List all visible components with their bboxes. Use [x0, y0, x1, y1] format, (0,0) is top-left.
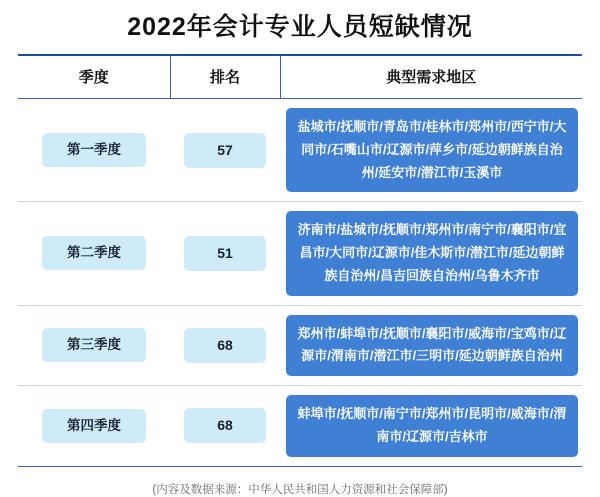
rank-badge: 51 [184, 236, 266, 271]
page-title: 2022年会计专业人员短缺情况 [127, 13, 473, 41]
rank-badge: 68 [184, 408, 266, 443]
quarter-badge: 第四季度 [42, 409, 146, 443]
rank-cell [170, 306, 280, 386]
column-header-areas: 典型需求地区 [280, 56, 582, 98]
table-header-row [18, 56, 582, 98]
rank-cell [170, 386, 280, 466]
quarter-cell [18, 99, 170, 201]
areas-text: 盐城市/抚顺市/青岛市/桂林市/郑州市/西宁市/大同市/石嘴山市/辽源市/萍乡市/延边朝鲜族自治州/延安市/潜江市/玉溪市 [286, 108, 578, 192]
table-row [18, 202, 582, 304]
table-row [18, 306, 582, 386]
rank-cell [170, 99, 280, 201]
quarter-badge: 第一季度 [42, 133, 146, 167]
table-row [18, 386, 582, 466]
quarter-badge: 第二季度 [42, 236, 146, 270]
shortage-table [18, 56, 582, 98]
areas-text: 郑州市/蚌埠市/抚顺市/襄阳市/威海市/宝鸡市/辽源市/渭南市/潜江市/三明市/延边朝鲜族自治州 [286, 315, 578, 377]
source-footnote: (内容及数据来源：中华人民共和国人力资源和社会保障部) [152, 483, 448, 496]
areas-cell [280, 386, 582, 466]
areas-cell [280, 306, 582, 386]
areas-text: 蚌埠市/抚顺市/南宁市/郑州市/昆明市/威海市/渭南市/辽源市/吉林市 [286, 395, 578, 457]
quarter-cell [18, 386, 170, 466]
table-row [18, 99, 582, 201]
rank-badge: 68 [184, 328, 266, 363]
shortage-table-body [18, 99, 582, 466]
areas-cell [280, 99, 582, 201]
quarter-cell [18, 306, 170, 386]
quarter-badge: 第三季度 [42, 328, 146, 362]
quarter-cell [18, 202, 170, 304]
areas-text: 济南市/盐城市/抚顺市/郑州市/南宁市/襄阳市/宜昌市/大同市/辽源市/佳木斯市/潜江市/延边朝鲜族自治州/昌吉回族自治州/乌鲁木齐市 [286, 211, 578, 295]
rank-cell [170, 202, 280, 304]
column-header-rank: 排名 [170, 56, 280, 98]
areas-cell [280, 202, 582, 304]
column-header-quarter: 季度 [78, 69, 109, 86]
rank-badge: 57 [184, 133, 266, 168]
